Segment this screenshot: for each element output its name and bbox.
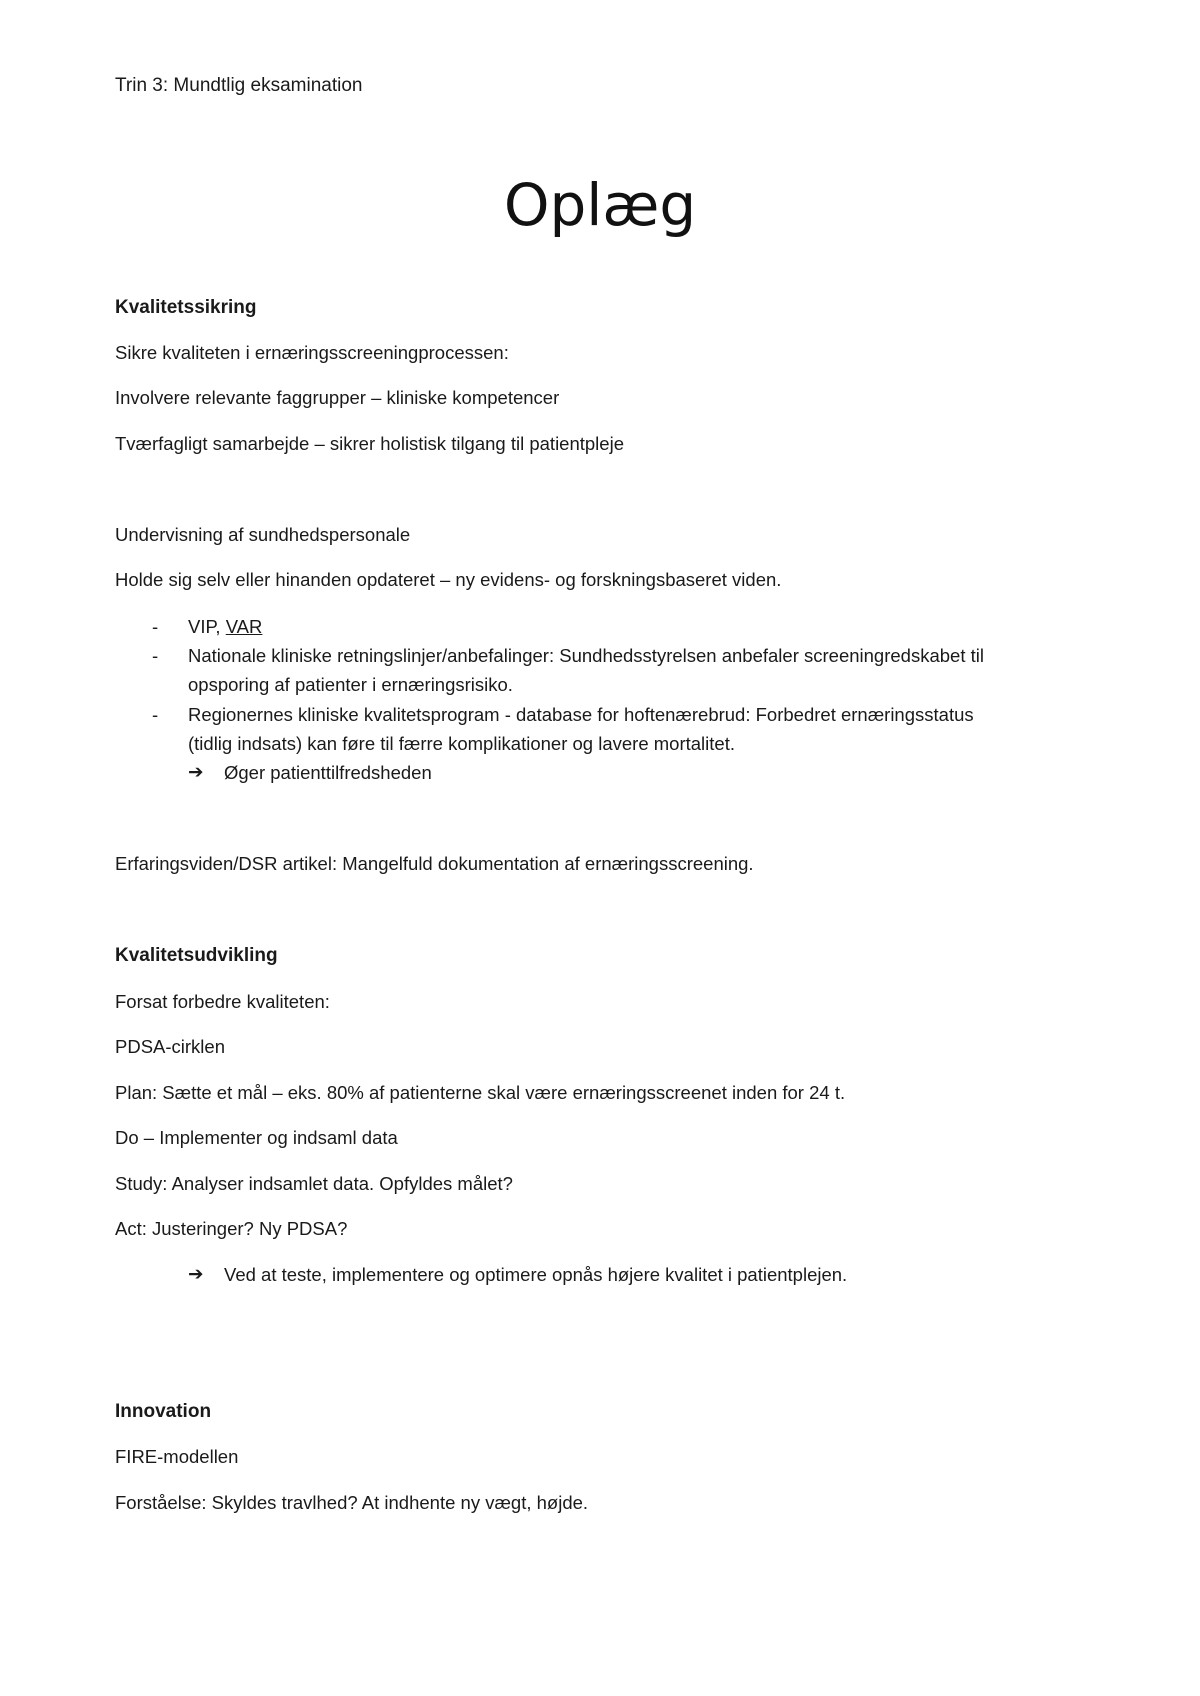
paragraph-line: Undervisning af sundhedspersonale bbox=[115, 524, 411, 545]
list-item-text: (tidlig indsats) kan føre til færre komplikationer og lavere mortalitet. bbox=[188, 733, 735, 754]
section-heading-kvalitetssikring: Kvalitetssikring bbox=[115, 297, 257, 318]
paragraph-line: FIRE-modellen bbox=[115, 1446, 239, 1467]
paragraph-line: Involvere relevante faggrupper – kliniske kompetencer bbox=[115, 387, 560, 408]
bullet-dash: - bbox=[152, 616, 159, 637]
paragraph-line: Erfaringsviden/DSR artikel: Mangelfuld dokumentation af ernæringsscreening. bbox=[115, 853, 754, 874]
arrow-point-text: Øger patienttilfredsheden bbox=[224, 762, 432, 783]
section-heading-kvalitetsudvikling: Kvalitetsudvikling bbox=[115, 945, 278, 966]
var-link[interactable]: VAR bbox=[225, 616, 263, 637]
paragraph-line: Holde sig selv eller hinanden opdateret – ny evidens- og forskningsbaseret viden. bbox=[115, 569, 782, 590]
paragraph-line: Forståelse: Skyldes travlhed? At indhente ny vægt, højde. bbox=[115, 1492, 589, 1513]
paragraph-line: Sikre kvaliteten i ernæringsscreeningprocessen: bbox=[115, 342, 509, 363]
paragraph-line: Plan: Sætte et mål – eks. 80% af patienterne skal være ernæringsscreenet inden for 24 t. bbox=[115, 1082, 846, 1103]
arrow-point-text: Ved at teste, implementere og optimere opnås højere kvalitet i patientplejen. bbox=[224, 1264, 848, 1285]
paragraph-line: Tværfagligt samarbejde – sikrer holistisk tilgang til patientpleje bbox=[115, 433, 624, 454]
list-item-prefix: VIP, bbox=[188, 616, 226, 637]
list-item-text: Regionernes kliniske kvalitetsprogram - database for hoftenærebrud: Forbedret ernæringsstatus bbox=[188, 704, 974, 725]
list-item-text: opsporing af patienter i ernæringsrisiko. bbox=[188, 674, 513, 695]
section-heading-innovation: Innovation bbox=[115, 1401, 212, 1422]
arrow-right-icon: ➔ bbox=[188, 1264, 204, 1285]
list-item-text bbox=[188, 612, 1108, 641]
page-title: Oplæg bbox=[503, 171, 697, 239]
list-item-text: Nationale kliniske retningslinjer/anbefalinger: Sundhedsstyrelsen anbefaler screeningredskabet til bbox=[188, 645, 984, 666]
page-header: Trin 3: Mundtlig eksamination bbox=[115, 75, 363, 96]
bullet-dash: - bbox=[152, 645, 159, 666]
paragraph-line: Act: Justeringer? Ny PDSA? bbox=[115, 1218, 348, 1239]
paragraph-line: Study: Analyser indsamlet data. Opfyldes målet? bbox=[115, 1173, 513, 1194]
bullet-dash: - bbox=[152, 704, 159, 725]
paragraph-line: PDSA-cirklen bbox=[115, 1036, 225, 1057]
paragraph-line: Forsat forbedre kvaliteten: bbox=[115, 991, 330, 1012]
paragraph-line: Do – Implementer og indsaml data bbox=[115, 1127, 398, 1148]
arrow-right-icon: ➔ bbox=[188, 762, 204, 783]
